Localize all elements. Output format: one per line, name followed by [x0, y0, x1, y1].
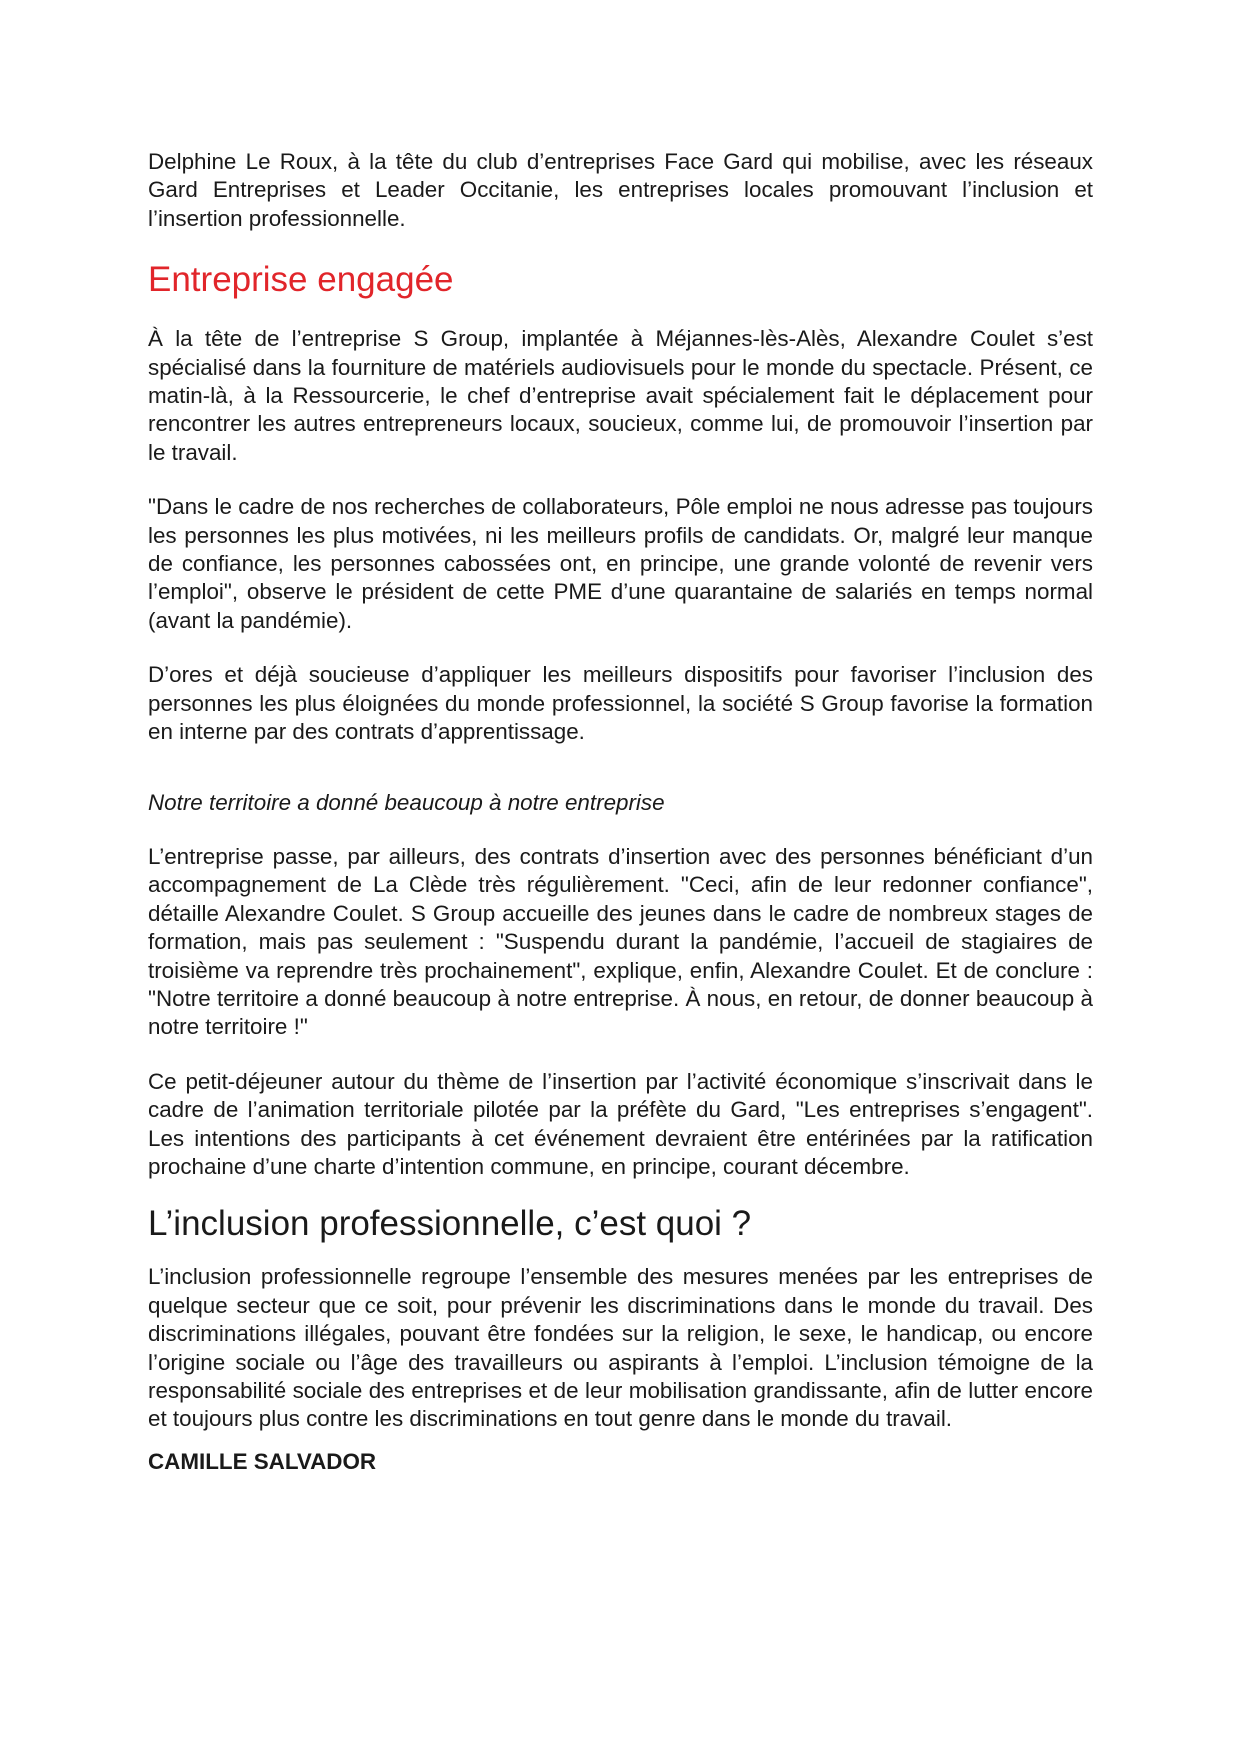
paragraph-petit-dejeuner: Ce petit-déjeuner autour du thème de l’insertion par l’activité économique s’inscrivait dans le cadre de l’animation territoriale pilotée par la préfète du Gard, "Les entreprises s’engagent". Les intentions des participants à cet événement devraient être entérinées par la ratification prochaine d’une charte d’intention commune, en principe, courant décembre. [148, 1068, 1093, 1179]
section-heading-inclusion: L’inclusion professionnelle, c’est quoi ? [148, 1204, 752, 1244]
intro-paragraph: Delphine Le Roux, à la tête du club d’entreprises Face Gard qui mobilise, avec les réseaux Gard Entreprises et Leader Occitanie, les entreprises locales promouvant l’inclusion et l’insertion professionnelle. [148, 149, 1093, 231]
document-page [148, 148, 1093, 1476]
paragraph-apprentissage: D’ores et déjà soucieuse d’appliquer les meilleurs dispositifs pour favoriser l’inclusion des personnes les plus éloignées du monde professionnel, la société S Group favorise la formation en interne par des contrats d’apprentissage. [148, 662, 1093, 745]
paragraph-inclusion-definition: L’inclusion professionnelle regroupe l’ensemble des mesures menées par les entreprises de quelque secteur que ce soit, pour prévenir les discriminations dans le monde du travail. Des discriminations illégales, pouvant être fondées sur la religion, le sexe, le handicap, ou encore l’origine sociale ou l’âge des travailleurs ou aspirants à l’emploi. L’inclusion témoigne de la responsabilité sociale des entreprises et de leur mobilisation grandissante, afin de lutter encore et toujours plus contre les discriminations en tout genre dans le monde du travail. [148, 1264, 1093, 1432]
paragraph-contrats-insertion: L’entreprise passe, par ailleurs, des contrats d’insertion avec des personnes bénéficiant d’un accompagnement de La Clède très régulièrement. "Ceci, afin de leur redonner confiance", détaille Alexandre Coulet. S Group accueille des jeunes dans le cadre de nombreux stages de formation, mais pas seulement : "Suspendu durant la pandémie, l’accueil de stagiaires de troisième va reprendre très prochainement", explique, enfin, Alexandre Coulet. Et de conclure : "Notre territoire a donné beaucoup à notre entreprise. À nous, en retour, de donner beaucoup à notre territoire !" [148, 843, 1093, 1040]
paragraph-s-group: À la tête de l’entreprise S Group, implantée à Méjannes-lès-Alès, Alexandre Coulet s’est spécialisé dans la fourniture de matériels audiovisuels pour le monde du spectacle. Présent, ce matin-là, à la Ressourcerie, le chef d’entreprise avait spécialement fait le déplacement pour rencontrer les autres entrepreneurs locaux, soucieux, comme lui, de promouvoir l’insertion par le travail. [148, 326, 1093, 465]
author-signature: CAMILLE SALVADOR [148, 1448, 377, 1474]
italic-subheading: Notre territoire a donné beaucoup à notre entreprise [148, 789, 665, 815]
paragraph-quote-pole-emploi: "Dans le cadre de nos recherches de collaborateurs, Pôle emploi ne nous adresse pas toujours les personnes les plus motivées, ni les meilleurs profils de candidats. Or, malgré leur manque de confiance, les personnes cabossées ont, en principe, une grande volonté de revenir vers l’emploi", observe le président de cette PME d’une quarantaine de salariés en temps normal (avant la pandémie). [148, 494, 1093, 633]
section-heading-entreprise-engagee: Entreprise engagée [148, 260, 454, 300]
